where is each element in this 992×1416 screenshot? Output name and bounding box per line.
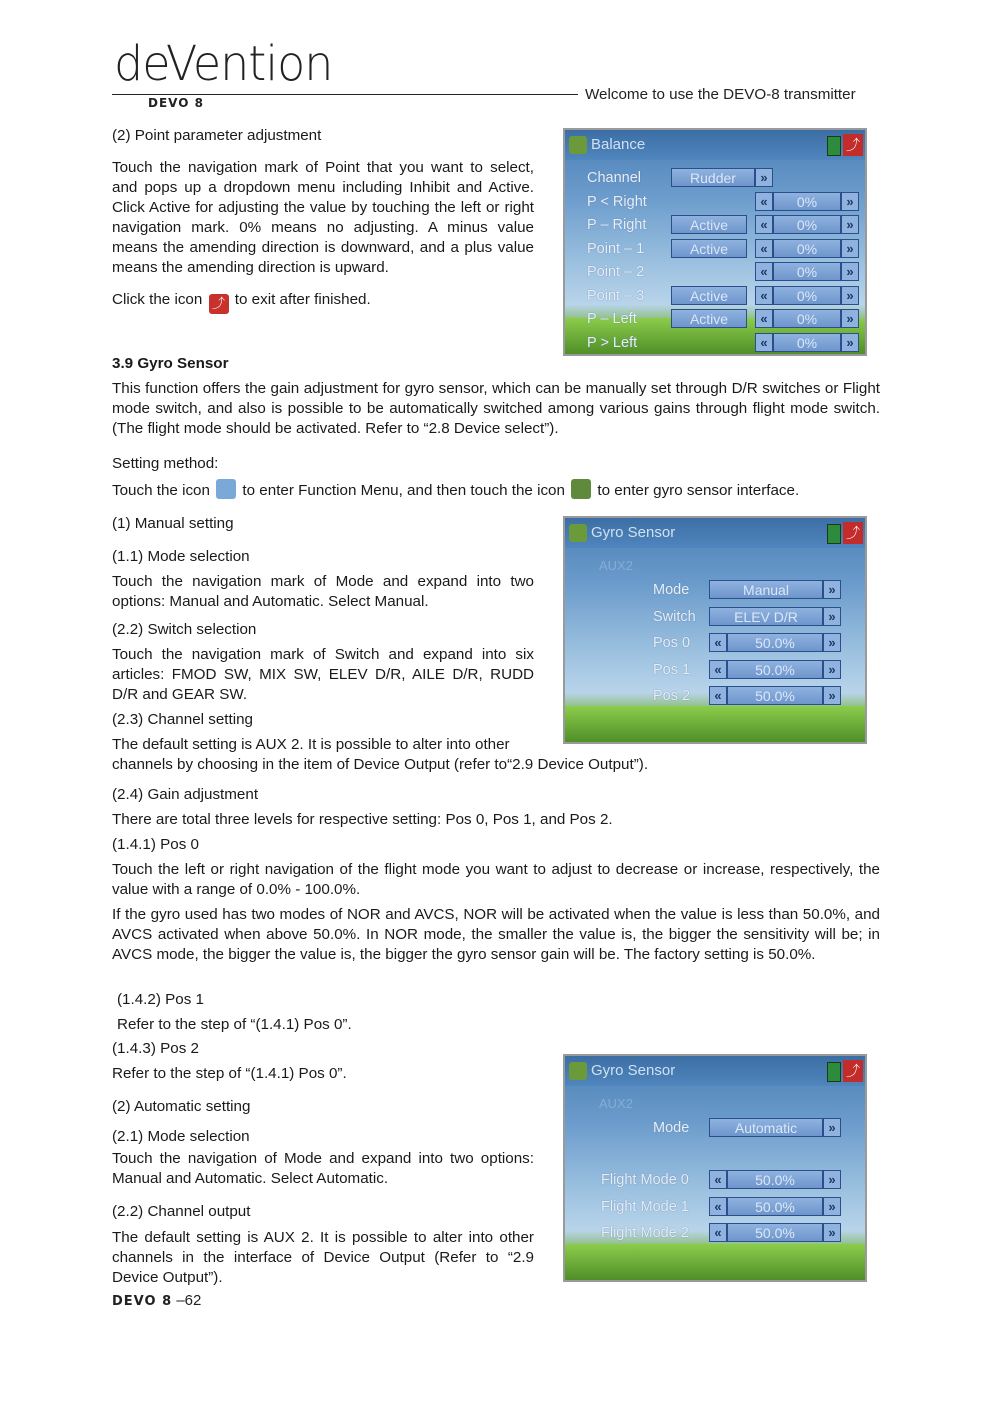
point-increase-arrow[interactable]: » <box>841 262 859 281</box>
touch-b: to enter Function Menu, and then touch the icon <box>242 482 565 499</box>
balance-row-label: Point – 1 <box>587 240 645 257</box>
brand-logo-sub: DEVO 8 <box>148 96 204 110</box>
exit-icon: ⤴ <box>843 1060 863 1082</box>
gyro-intro: This function offers the gain adjustment for gyro sensor, which can be manually set through D/R switches or Flight mode switch, and also is possible to be automatically switched among various gains through flight mode switch. (The flight mode should be activated. Refer to “2.8 Device select”). <box>112 380 880 437</box>
exit-instruction-before: Click the icon <box>112 291 203 308</box>
header-rule <box>112 94 578 95</box>
point-status[interactable]: Active <box>671 239 747 258</box>
balance-row-label: Point – 2 <box>587 264 645 280</box>
point-heading: (2) Point parameter adjustment <box>112 127 322 144</box>
footer-model: DEVO 8 <box>112 1294 173 1309</box>
point-increase-arrow[interactable]: » <box>841 239 859 258</box>
setting-method: Setting method: <box>112 455 219 472</box>
balance-row-label: Channel <box>587 170 642 186</box>
gyro-value: 50.0% <box>727 660 823 679</box>
point-paragraph: Touch the navigation mark of Point that you want to select, and pops up a dropdown menu including Inhibit and Active. Click Active for adjusting the value by touching the left or right navigation mark. 0% means no adjusting. A minus value means the amending direction is downward, and a plus value means the amending direction is upward. <box>112 159 534 276</box>
balance-row-label: P – Left <box>587 311 637 327</box>
touch-c: to enter gyro sensor interface. <box>597 482 800 499</box>
balance-row-label: P > Left <box>587 334 638 351</box>
balance-icon <box>569 136 587 154</box>
flight-mode-increase-arrow[interactable]: » <box>823 1197 841 1216</box>
gyro-manual-title: Gyro Sensor <box>565 518 865 548</box>
auto-mode-value[interactable]: Automatic <box>709 1118 823 1137</box>
touch-a: Touch the icon <box>112 482 210 499</box>
gyro-increase-arrow[interactable]: » <box>823 686 841 705</box>
ghost-channel-label: AUX2 <box>599 558 633 573</box>
flight-mode-label: Flight Mode 2 <box>601 1225 689 1241</box>
gyro-increase-arrow[interactable]: » <box>823 660 841 679</box>
gyro-row-label: Pos 2 <box>653 688 691 704</box>
point-decrease-arrow[interactable]: « <box>755 333 773 352</box>
point-status[interactable]: Active <box>671 309 747 328</box>
pos2-heading: (1.4.3) Pos 2 <box>112 1040 199 1057</box>
flight-mode-increase-arrow[interactable]: » <box>823 1223 841 1242</box>
ghost-channel-label: AUX2 <box>599 1096 633 1111</box>
battery-icon <box>827 1062 841 1082</box>
gyro-increase-arrow[interactable]: » <box>823 607 841 626</box>
pos0-paragraph-1: Touch the left or right navigation of the flight mode you want to adjust to decrease or increase, respectively, the value with a range of 0.0% - 100.0%. <box>112 861 880 898</box>
page-footer <box>112 1292 201 1309</box>
gyro-increase-arrow[interactable]: » <box>823 580 841 599</box>
gain-heading: (2.4) Gain adjustment <box>112 786 259 803</box>
balance-row-label: P – Right <box>587 217 647 233</box>
auto-mode-label: Mode <box>653 1120 690 1136</box>
touch-instruction <box>112 479 799 501</box>
point-decrease-arrow[interactable]: « <box>755 215 773 234</box>
function-menu-icon <box>216 479 236 499</box>
point-status[interactable]: Active <box>671 286 747 305</box>
flight-mode-value: 50.0% <box>727 1223 823 1242</box>
gyro-auto-screenshot <box>563 1054 867 1282</box>
manual-heading: (1) Manual setting <box>112 515 234 532</box>
point-increase-arrow[interactable]: » <box>841 286 859 305</box>
gyro-manual-screenshot <box>563 516 867 744</box>
grass-background <box>565 1244 865 1280</box>
point-decrease-arrow[interactable]: « <box>755 262 773 281</box>
balance-title: Balance <box>565 130 865 160</box>
point-value: 0% <box>773 239 841 258</box>
point-decrease-arrow[interactable]: « <box>755 309 773 328</box>
gyro-row-label: Switch <box>653 608 696 625</box>
gyro-increase-arrow[interactable]: » <box>823 633 841 652</box>
flight-mode-decrease-arrow[interactable]: « <box>709 1197 727 1216</box>
flight-mode-decrease-arrow[interactable]: « <box>709 1223 727 1242</box>
point-value: 0% <box>773 286 841 305</box>
gyro-icon <box>569 524 587 542</box>
gyro-sensor-icon <box>571 479 591 499</box>
pos0-heading: (1.4.1) Pos 0 <box>112 836 199 853</box>
pos0-paragraph-2: If the gyro used has two modes of NOR and AVCS, NOR will be activated when the value is less than 50.0%, and AVCS activated when above 50.0%. In NOR mode, the smaller the value is, the bigger the sensitivity will be; in AVCS mode, the bigger the value is, the bigger the gyro sensor gain will be. The factory setting is 50.0%. <box>112 906 880 963</box>
point-increase-arrow[interactable]: » <box>841 192 859 211</box>
manual-mode-heading: (1.1) Mode selection <box>112 548 250 565</box>
point-decrease-arrow[interactable]: « <box>755 286 773 305</box>
gain-paragraph: There are total three levels for respective setting: Pos 0, Pos 1, and Pos 2. <box>112 811 613 828</box>
channel-line-2: channels by choosing in the item of Device Output (refer to“2.9 Device Output”). <box>112 756 649 773</box>
header-tagline: Welcome to use the DEVO-8 transmitter <box>585 86 856 103</box>
point-decrease-arrow[interactable]: « <box>755 192 773 211</box>
exit-instruction <box>112 290 371 314</box>
auto-mode-heading: (2.1) Mode selection <box>112 1128 250 1145</box>
gyro-auto-title: Gyro Sensor <box>565 1056 865 1086</box>
point-value: 0% <box>773 309 841 328</box>
balance-row-label: Point – 3 <box>587 287 645 304</box>
gyro-value: 50.0% <box>727 633 823 652</box>
flight-mode-value: 50.0% <box>727 1197 823 1216</box>
gyro-icon <box>569 1062 587 1080</box>
gyro-value: 50.0% <box>727 686 823 705</box>
channel-line-1: The default setting is AUX 2. It is possible to alter into other <box>112 736 510 753</box>
grass-background <box>565 706 865 742</box>
balance-row-label: P < Right <box>587 193 647 210</box>
gyro-value[interactable]: Manual <box>709 580 823 599</box>
gyro-row-label: Mode <box>653 582 690 598</box>
pos1-heading: (1.4.2) Pos 1 <box>117 991 204 1008</box>
point-value: 0% <box>773 215 841 234</box>
gyro-decrease-arrow[interactable]: « <box>709 660 727 679</box>
auto-channel-paragraph: The default setting is AUX 2. It is possible to alter into other channels in the interface of Device Output (Refer to “2.9 Device Output”). <box>112 1229 534 1286</box>
auto-channel-heading: (2.2) Channel output <box>112 1203 251 1220</box>
flight-mode-value: 50.0% <box>727 1170 823 1189</box>
exit-instruction-after: to exit after finished. <box>234 291 371 308</box>
battery-icon <box>827 136 841 156</box>
channel-value[interactable]: Rudder <box>671 168 755 187</box>
flight-mode-increase-arrow[interactable]: » <box>823 1170 841 1189</box>
exit-icon: ⤴ <box>209 294 229 314</box>
switch-heading: (2.2) Switch selection <box>112 621 257 638</box>
auto-mode-paragraph: Touch the navigation of Mode and expand into two options: Manual and Automatic. Select Automatic. <box>112 1150 534 1187</box>
gyro-heading: 3.9 Gyro Sensor <box>112 355 229 372</box>
flight-mode-decrease-arrow[interactable]: « <box>709 1170 727 1189</box>
channel-next-arrow[interactable]: » <box>755 168 773 187</box>
point-value: 0% <box>773 192 841 211</box>
point-decrease-arrow[interactable]: « <box>755 239 773 258</box>
flight-mode-label: Flight Mode 1 <box>601 1198 689 1215</box>
battery-icon <box>827 524 841 544</box>
mode-next-arrow[interactable]: » <box>823 1118 841 1137</box>
point-value: 0% <box>773 333 841 352</box>
gyro-decrease-arrow[interactable]: « <box>709 686 727 705</box>
channel-heading: (2.3) Channel setting <box>112 711 253 728</box>
gyro-value[interactable]: ELEV D/R <box>709 607 823 626</box>
pos2-paragraph: Refer to the step of “(1.4.1) Pos 0”. <box>112 1065 347 1082</box>
switch-paragraph: Touch the navigation mark of Switch and expand into six articles: FMOD SW, MIX SW, ELEV D/R, AILE D/R, RUDD D/R and GEAR SW. <box>112 646 534 703</box>
point-increase-arrow[interactable]: » <box>841 333 859 352</box>
exit-icon: ⤴ <box>843 522 863 544</box>
manual-mode-paragraph: Touch the navigation mark of Mode and expand into two options: Manual and Automatic. Select Manual. <box>112 573 534 610</box>
flight-mode-label: Flight Mode 0 <box>601 1172 689 1188</box>
point-value: 0% <box>773 262 841 281</box>
gyro-decrease-arrow[interactable]: « <box>709 633 727 652</box>
pos1-paragraph: Refer to the step of “(1.4.1) Pos 0”. <box>117 1016 352 1033</box>
auto-heading: (2) Automatic setting <box>112 1098 251 1115</box>
point-increase-arrow[interactable]: » <box>841 215 859 234</box>
balance-screenshot <box>563 128 867 356</box>
footer-page: –62 <box>176 1292 202 1309</box>
brand-logo: deVention <box>114 34 333 92</box>
exit-icon: ⤴ <box>843 134 863 156</box>
gyro-row-label: Pos 1 <box>653 661 691 678</box>
gyro-row-label: Pos 0 <box>653 635 691 651</box>
point-status[interactable]: Active <box>671 215 747 234</box>
point-increase-arrow[interactable]: » <box>841 309 859 328</box>
